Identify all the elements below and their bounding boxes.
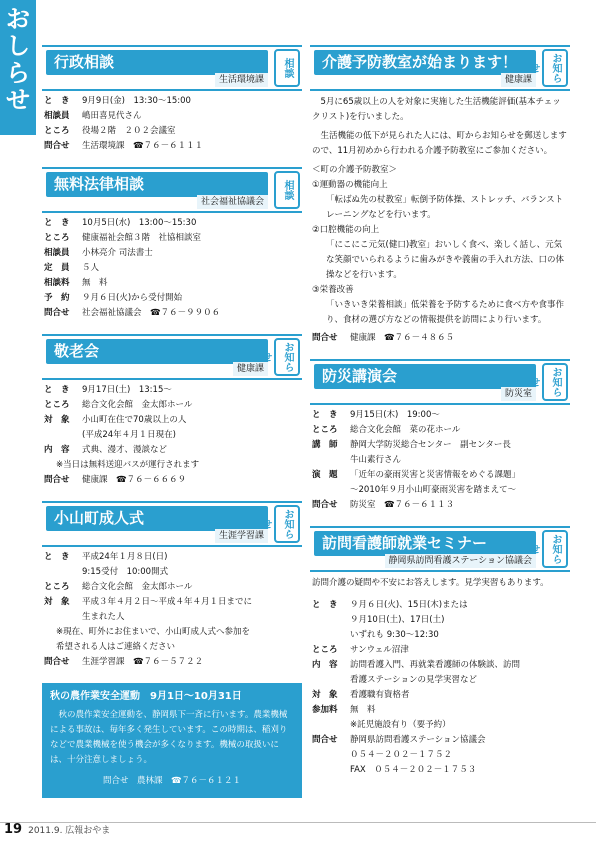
row-label: 対 象 xyxy=(312,690,338,700)
section-dept: 健康課 xyxy=(501,73,536,87)
sidebar-char: し xyxy=(6,32,30,60)
row-value: 役場２階 ２０２会議室 xyxy=(82,126,176,136)
sidebar-char: ら xyxy=(6,59,30,87)
row-continuation: ～2010年９月小山町豪雨災害を踏まえて～ xyxy=(350,485,517,495)
section-tag: 相談 xyxy=(274,49,300,87)
sidebar-char: お xyxy=(6,5,30,33)
section-tag: お知らせ xyxy=(542,363,568,401)
right-column xyxy=(310,45,570,791)
info-row xyxy=(44,398,300,413)
row-value: 健康課 ☎７６－４８６５ xyxy=(350,333,455,343)
section-title: 敬老会 xyxy=(46,339,268,364)
info-row xyxy=(312,643,568,658)
row-value: 総合文化会館 金太郎ホール xyxy=(82,582,193,592)
row-value: 総合文化会館 菜の花ホール xyxy=(350,425,461,435)
section-houritsu-soudan xyxy=(42,167,302,324)
row-value: 小林亮介 司法書士 xyxy=(82,248,153,258)
info-row xyxy=(44,550,300,565)
section-kaigo-yobou xyxy=(310,45,570,349)
info-row xyxy=(44,276,300,291)
section-gyosei-soudan xyxy=(42,45,302,157)
info-row xyxy=(44,291,300,306)
row-label: 相談員 xyxy=(44,248,70,258)
section-tag: お知らせ xyxy=(542,530,568,568)
row-label: 問合せ xyxy=(312,500,338,510)
row-label: 内 容 xyxy=(312,660,338,670)
row-label: と き xyxy=(312,410,338,420)
section-dept: 社会福祉協議会 xyxy=(197,195,268,209)
info-row xyxy=(44,94,300,109)
kaigo-item-heading: ①運動器の機能向上 xyxy=(312,180,388,190)
info-row xyxy=(44,261,300,276)
row-label: と き xyxy=(44,385,70,395)
row-value: 9月9日(金) 13:30～15:00 xyxy=(82,96,191,106)
section-dept: 生活環境課 xyxy=(215,73,268,87)
info-row xyxy=(44,383,300,398)
row-value: ９月６日(火)、15日(木)または xyxy=(350,600,468,610)
section-header xyxy=(310,45,570,91)
row-value: 防災室 ☎７６－６１１３ xyxy=(350,500,455,510)
row-value: 静岡大学防災総合センター 副センター長 xyxy=(350,440,511,450)
row-label: ところ xyxy=(44,233,70,243)
row-value: 平成24年１月８日(日) xyxy=(82,552,168,562)
kaigo-list-header: ＜町の介護予防教室＞ xyxy=(312,165,398,175)
farm-safety-title: 秋の農作業安全運動 9月1日～10月31日 xyxy=(50,691,242,702)
row-value: 10月5日(水) 13:00～15:30 xyxy=(82,218,197,228)
section-tag: お知らせ xyxy=(274,505,300,543)
row-label: 参加料 xyxy=(312,705,338,715)
section-header xyxy=(310,359,570,405)
row-label: 対 象 xyxy=(44,415,70,425)
info-row xyxy=(44,246,300,261)
row-continuation: 9:15受付 10:00開式 xyxy=(82,567,169,577)
info-row xyxy=(312,331,568,346)
row-label: 問合せ xyxy=(312,333,338,343)
row-label: 内 容 xyxy=(44,445,70,455)
row-label: ところ xyxy=(44,126,70,136)
info-row xyxy=(44,124,300,139)
section-title: 介護予防教室が始まります！ xyxy=(314,50,536,75)
row-label: 問合せ xyxy=(44,475,70,485)
row-value: 嶋田喜見代さん xyxy=(82,111,142,121)
info-row xyxy=(312,423,568,438)
page-number: 19 xyxy=(4,822,23,837)
row-value: 健康課 ☎７６－６６６９ xyxy=(82,475,187,485)
section-dept: 健康課 xyxy=(233,362,268,376)
info-row xyxy=(312,703,568,718)
row-value: 小山町在住で70歳以上の人 xyxy=(82,415,187,425)
row-label: と き xyxy=(44,552,70,562)
section-header xyxy=(42,501,302,547)
row-value: 無 料 xyxy=(82,278,108,288)
section-dept: 静岡県訪問看護ステーション協議会 xyxy=(385,554,536,568)
info-row xyxy=(44,473,300,488)
info-row xyxy=(312,688,568,703)
info-row xyxy=(44,306,300,321)
section-seijinshiki xyxy=(42,501,302,673)
section-header xyxy=(42,167,302,213)
row-continuation: いずれも 9:30～12:30 xyxy=(350,630,439,640)
kaigo-item-heading: ③栄養改善 xyxy=(312,285,354,295)
info-row xyxy=(44,655,300,670)
info-row xyxy=(44,216,300,231)
row-continuation: 希望される人はご連絡ください xyxy=(56,642,176,652)
row-continuation: 生まれた人 xyxy=(82,612,125,622)
houmon-intro: 訪問介護の疑問や不安にお答えします。見学実習もあります。 xyxy=(312,578,549,588)
sidebar-char: せ xyxy=(6,86,30,114)
row-label: と き xyxy=(44,96,70,106)
section-dept: 防災室 xyxy=(501,387,536,401)
info-row xyxy=(44,443,300,458)
row-label: ところ xyxy=(44,400,70,410)
info-row xyxy=(44,413,300,428)
section-title: 行政相談 xyxy=(46,50,268,75)
row-label: ところ xyxy=(312,645,338,655)
section-title: 防災講演会 xyxy=(314,364,536,389)
info-row xyxy=(312,408,568,423)
info-row xyxy=(44,595,300,610)
row-continuation: ※託児施設有り（要予約） xyxy=(350,720,451,730)
section-header xyxy=(310,526,570,572)
kaigo-item-desc: 「いきいき栄養相談」低栄養を予防するために食べ方や食事作り、食材の選び方などの情報提供を訪問により行います。 xyxy=(326,300,565,325)
info-row xyxy=(312,438,568,453)
row-continuation: FAX ０５４－２０２－１７５３ xyxy=(350,765,477,775)
kaigo-paragraph: 生活機能の低下が見られた人には、町からお知らせを郵送しますので、11月初めから行われる介護予防教室にご参加ください。 xyxy=(312,131,567,156)
row-label: 問合せ xyxy=(44,308,70,318)
row-label: と き xyxy=(312,600,338,610)
row-value: 静岡県訪問看護ステーション協議会 xyxy=(350,735,486,745)
kaigo-item-desc: 「にこにこ元気(健口)教室」おいしく食べ、楽しく話し、元気な笑顔でいられるように歯みがきや義歯の手入れ方法、口の体操などを行います。 xyxy=(326,240,565,280)
info-row xyxy=(312,498,568,513)
left-column xyxy=(42,45,302,798)
row-continuation: 牛山素行さん xyxy=(350,455,402,465)
row-value: ５人 xyxy=(82,263,100,273)
row-value: 生涯学習課 ☎７６－５７２２ xyxy=(82,657,204,667)
row-continuation: ９月10日(土)、17日(土) xyxy=(350,615,445,625)
info-row xyxy=(312,658,568,673)
section-houmon-kango xyxy=(310,526,570,781)
info-row xyxy=(312,468,568,483)
kaigo-item-desc: 「転ばぬ先の杖教室」転倒予防体操、ストレッチ、バランストレーニングなどを行います。 xyxy=(326,195,564,220)
row-value: 生活環境課 ☎７６－６１１１ xyxy=(82,141,204,151)
row-label: 演 題 xyxy=(312,470,338,480)
row-continuation: ※現在、町外にお住まいで、小山町成人式へ参加を xyxy=(56,627,250,637)
row-value: 総合文化会館 金太郎ホール xyxy=(82,400,193,410)
row-value: 無 料 xyxy=(350,705,376,715)
section-title: 小山町成人式 xyxy=(46,506,268,531)
row-label: 問合せ xyxy=(44,141,70,151)
row-label: と き xyxy=(44,218,70,228)
sidebar-oshirase xyxy=(0,0,36,135)
section-title: 無料法律相談 xyxy=(46,172,268,197)
row-label: ところ xyxy=(44,582,70,592)
row-label: 予 約 xyxy=(44,293,70,303)
row-label: 相談員 xyxy=(44,111,70,121)
section-tag: 相談 xyxy=(274,171,300,209)
row-value: 平成３年４月２日～平成４年４月１日までに xyxy=(82,597,253,607)
row-value: サンウェル沼津 xyxy=(350,645,409,655)
row-label: 講 師 xyxy=(312,440,338,450)
section-bousai xyxy=(310,359,570,516)
footer-text: 2011.9. 広報おやま xyxy=(28,826,111,836)
row-value: 「近年の豪雨災害と災害情報をめぐる課題」 xyxy=(350,470,521,480)
row-value: ９月６日(火)から受付開始 xyxy=(82,293,183,303)
info-row xyxy=(44,580,300,595)
section-header xyxy=(42,45,302,91)
info-row xyxy=(44,109,300,124)
info-row xyxy=(312,733,568,748)
info-row xyxy=(312,598,568,613)
row-continuation: ０５４－２０２－１７５２ xyxy=(350,750,453,760)
row-value: 訪問看護入門、再就業看護師の体験談、訪問 xyxy=(350,660,521,670)
info-row xyxy=(44,231,300,246)
info-row xyxy=(44,139,300,154)
kaigo-paragraph: 5月に65歳以上の人を対象に実施した生活機能評価(基本チェックリスト)を行いました。 xyxy=(312,97,561,122)
section-tag: お知らせ xyxy=(542,49,568,87)
row-continuation: (平成24年４月１日現在) xyxy=(82,430,176,440)
section-header xyxy=(42,334,302,380)
row-continuation: 看護ステーションの見学実習など xyxy=(350,675,477,685)
row-label: 定 員 xyxy=(44,263,70,273)
row-value: 9月17日(土) 13:15～ xyxy=(82,385,172,395)
farm-safety-body: 秋の農作業安全運動を、静岡県下一斉に行います。農業機械による事故は、毎年多く発生しています。この時期は、稲刈りなどで農業機械を使う機会が多くなります。機械の取扱いには、十分注意しましょう。 xyxy=(50,710,288,765)
footer xyxy=(4,822,110,837)
row-label: 問合せ xyxy=(44,657,70,667)
row-value: 9月15日(木) 19:00～ xyxy=(350,410,440,420)
section-dept: 生涯学習課 xyxy=(215,529,268,543)
row-label: 相談料 xyxy=(44,278,70,288)
kaigo-item-heading: ②口腔機能の向上 xyxy=(312,225,380,235)
row-continuation: ※当日は無料送迎バスが運行されます xyxy=(56,460,200,470)
row-value: 看護職有資格者 xyxy=(350,690,410,700)
row-label: ところ xyxy=(312,425,338,435)
farm-safety-box xyxy=(42,683,302,798)
row-label: 問合せ xyxy=(312,735,338,745)
section-title: 訪問看護師就業セミナー xyxy=(314,531,536,556)
row-value: 健康福祉会館３階 社協相談室 xyxy=(82,233,202,243)
farm-safety-contact: 問合せ 農林課 ☎７６－６１２１ xyxy=(102,776,242,786)
section-tag: お知らせ xyxy=(274,338,300,376)
row-value: 式典、漫才、漫談など xyxy=(82,445,168,455)
row-label: 対 象 xyxy=(44,597,70,607)
row-value: 社会福祉協議会 ☎７６－９９０６ xyxy=(82,308,221,318)
section-keirou xyxy=(42,334,302,491)
